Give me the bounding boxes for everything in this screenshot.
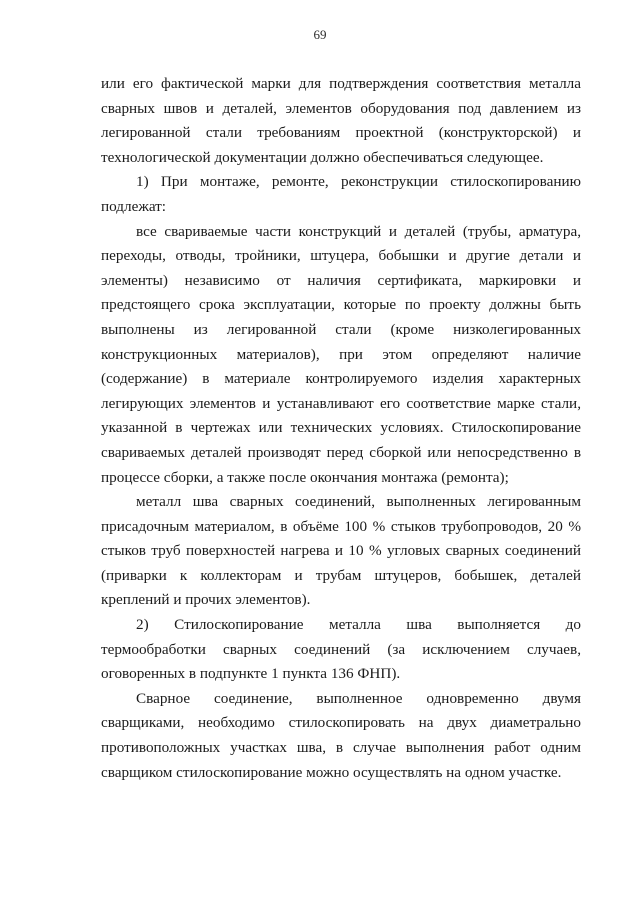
- paragraph-welded-parts: все свариваемые части конструкций и деталей (трубы, арматура, переходы, отводы, тройники, штуцера, бобышки и другие детали и элементы) независимо от наличия сертификата, маркировки и предстоящего срока эксплуатации, которые по проекту должны быть выполнены из легированной стали (кроме низколегированных конструкционных материалов), при этом определяют наличие (содержание) в материале контролируемого изделия характерных легирующих элементов и устанавливают его соответствие марке стали, указанной в чертежах или технических условиях. Стилоскопирование свариваемых деталей производят перед сборкой или непосредственно в процессе сборки, а также после окончания монтажа (ремонта);: [101, 222, 581, 486]
- paragraph-item-1: 1) При монтаже, ремонте, реконструкции стилоскопированию подлежат:: [101, 173, 581, 215]
- document-body: [101, 72, 581, 785]
- paragraph-item-2: 2) Стилоскопирование металла шва выполняется до термообработки сварных соединений (за исключением случаев, оговоренных в подпункте 1 пункта 136 ФНП).: [101, 616, 581, 683]
- paragraph-weld-metal: металл шва сварных соединений, выполненных легированным присадочным материалом, в объёме 100 % стыков трубопроводов, 20 % стыков труб поверхностей нагрева и 10 % угловых сварных соединений (приварки к коллекторам и трубам штуцеров, бобышек, деталей креплений и прочих элементов).: [101, 493, 581, 609]
- paragraph-two-welders: Сварное соединение, выполненное одновременно двумя сварщиками, необходимо стилоскопировать на двух диаметрально противоположных участках шва, в случае выполнения работ одним сварщиком стилоскопирование можно осуществлять на одном участке.: [101, 689, 581, 781]
- paragraph-intro: или его фактической марки для подтверждения соответствия металла сварных швов и деталей, элементов оборудования под давлением из легированной стали требованиям проектной (конструкторской) и технологической документации должно обеспечиваться следующее.: [101, 75, 581, 166]
- page-number: 69: [313, 27, 327, 42]
